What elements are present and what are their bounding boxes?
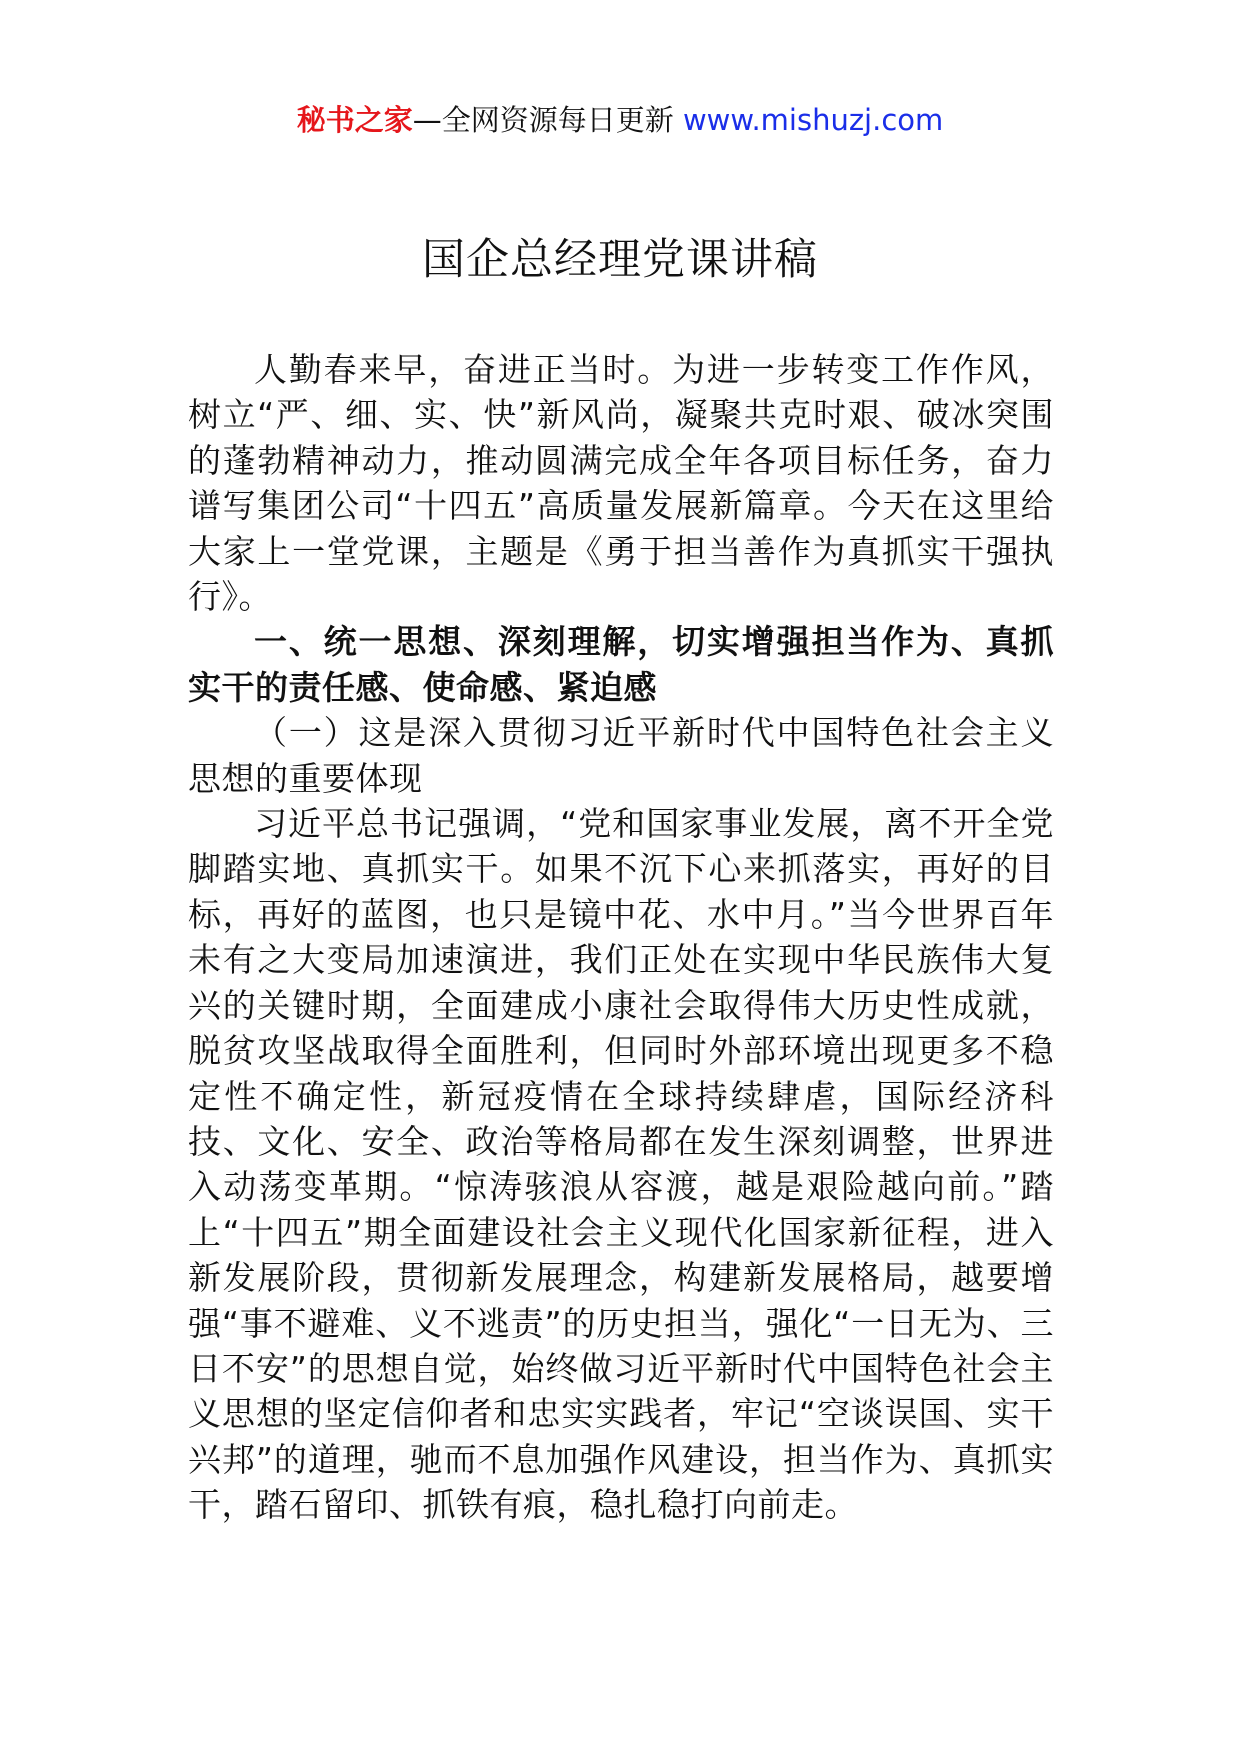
site-url-link[interactable]: www.mishuzj.com xyxy=(682,103,944,137)
brand-name: 秘书之家 xyxy=(296,103,413,137)
body-paragraph: 习近平总书记强调，“党和国家事业发展，离不开全党脚踏实地、真抓实干。如果不沉下心来抓落实，再好的目标，再好的蓝图，也只是镜中花、水中月。”当今世界百年未有之大变局加速演进，我们正处在实现中华民族伟大复兴的关键时期，全面建成小康社会取得伟大历史性成就，脱贫攻坚战取得全面胜利，但同时外部环境出现更多不稳定性不确定性，新冠疫情在全球持续肆虐，国际经济科技、文化、安全、政治等格局都在发生深刻调整，世界进入动荡变革期。“惊涛骇浪从容渡，越是艰险越向前。”踏上“十四五”期全面建设社会主义现代化国家新征程，进入新发展阶段，贯彻新发展理念，构建新发展格局，越要增强“事不避难、义不逃责”的历史担当，强化“一日无为、三日不安”的思想自觉，始终做习近平新时代中国特色社会主义思想的坚定信仰者和忠实实践者，牢记“空谈误国、实干兴邦”的道理，驰而不息加强作风建设，担当作为、真抓实干，踏石留印、抓铁有痕，稳扎稳打向前走。 xyxy=(188,804,1054,1525)
document-title: 国企总经理党课讲稿 xyxy=(422,235,818,285)
subsection-heading-1-1: （一）这是深入贯彻习近平新时代中国特色社会主义思想的重要体现 xyxy=(188,713,1054,798)
section-heading-1: 一、统一思想、深刻理解，切实增强担当作为、真抓实干的责任感、使命感、紧迫感 xyxy=(188,622,1054,707)
intro-paragraph: 人勤春来早，奋进正当时。为进一步转变工作作风，树立“严、细、实、快”新风尚，凝聚共克时艰、破冰突围的蓬勃精神动力，推动圆满完成全年各项目标任务，奋力谱写集团公司“十四五”高质量发展新篇章。今天在这里给大家上一堂党课，主题是《勇于担当善作为真抓实干强执行》。 xyxy=(188,350,1054,617)
site-slogan: —全网资源每日更新 xyxy=(412,103,674,137)
site-header xyxy=(0,100,1240,140)
document-body xyxy=(188,347,1054,1528)
